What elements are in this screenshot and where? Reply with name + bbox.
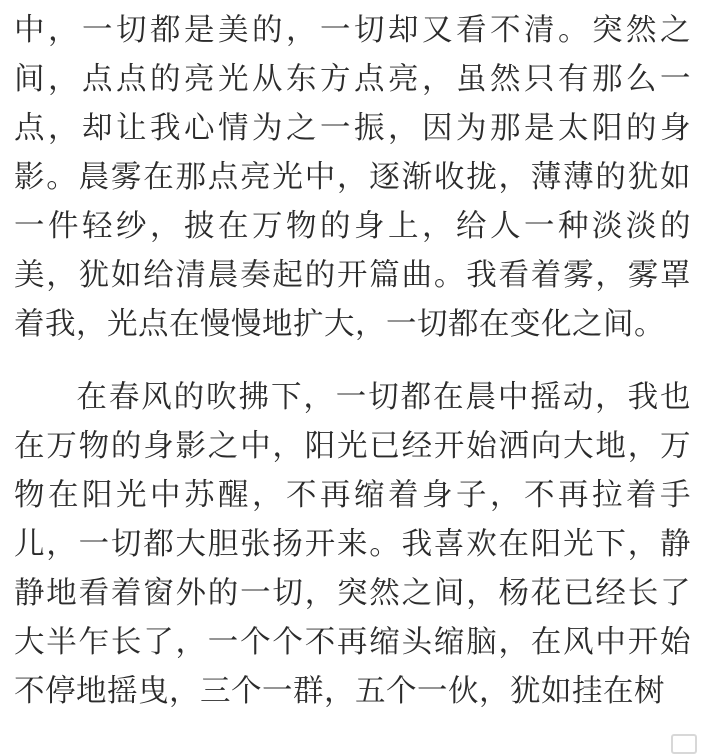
- page-corner-marker: [671, 734, 697, 754]
- article-body: [14, 6, 691, 716]
- paragraph-2: [14, 373, 691, 716]
- paragraph-2-text: 在春风的吹拂下，一切都在晨中摇动，我也在万物的身影之中，阳光已经开始洒向大地，万物在阳光中苏醒，不再缩着身子，不再拉着手儿，一切都大胆张扬开来。我喜欢在阳光下，静静地看着窗外的一切，突然之间，杨花已经长了大半乍长了，一个个不再缩头缩脑，在风中开始不停地摇曳，三个一群，五个一伙，犹如挂在树: [14, 380, 691, 708]
- paragraph-1: 中，一切都是美的，一切却又看不清。突然之间，点点的亮光从东方点亮，虽然只有那么一点，却让我心情为之一振，因为那是太阳的身影。晨雾在那点亮光中，逐渐收拢，薄薄的犹如一件轻纱，披在万物的身上，给人一种淡淡的美，犹如给清晨奏起的开篇曲。我看着雾，雾罩着我，光点在慢慢地扩大，一切都在变化之间。: [14, 13, 691, 341]
